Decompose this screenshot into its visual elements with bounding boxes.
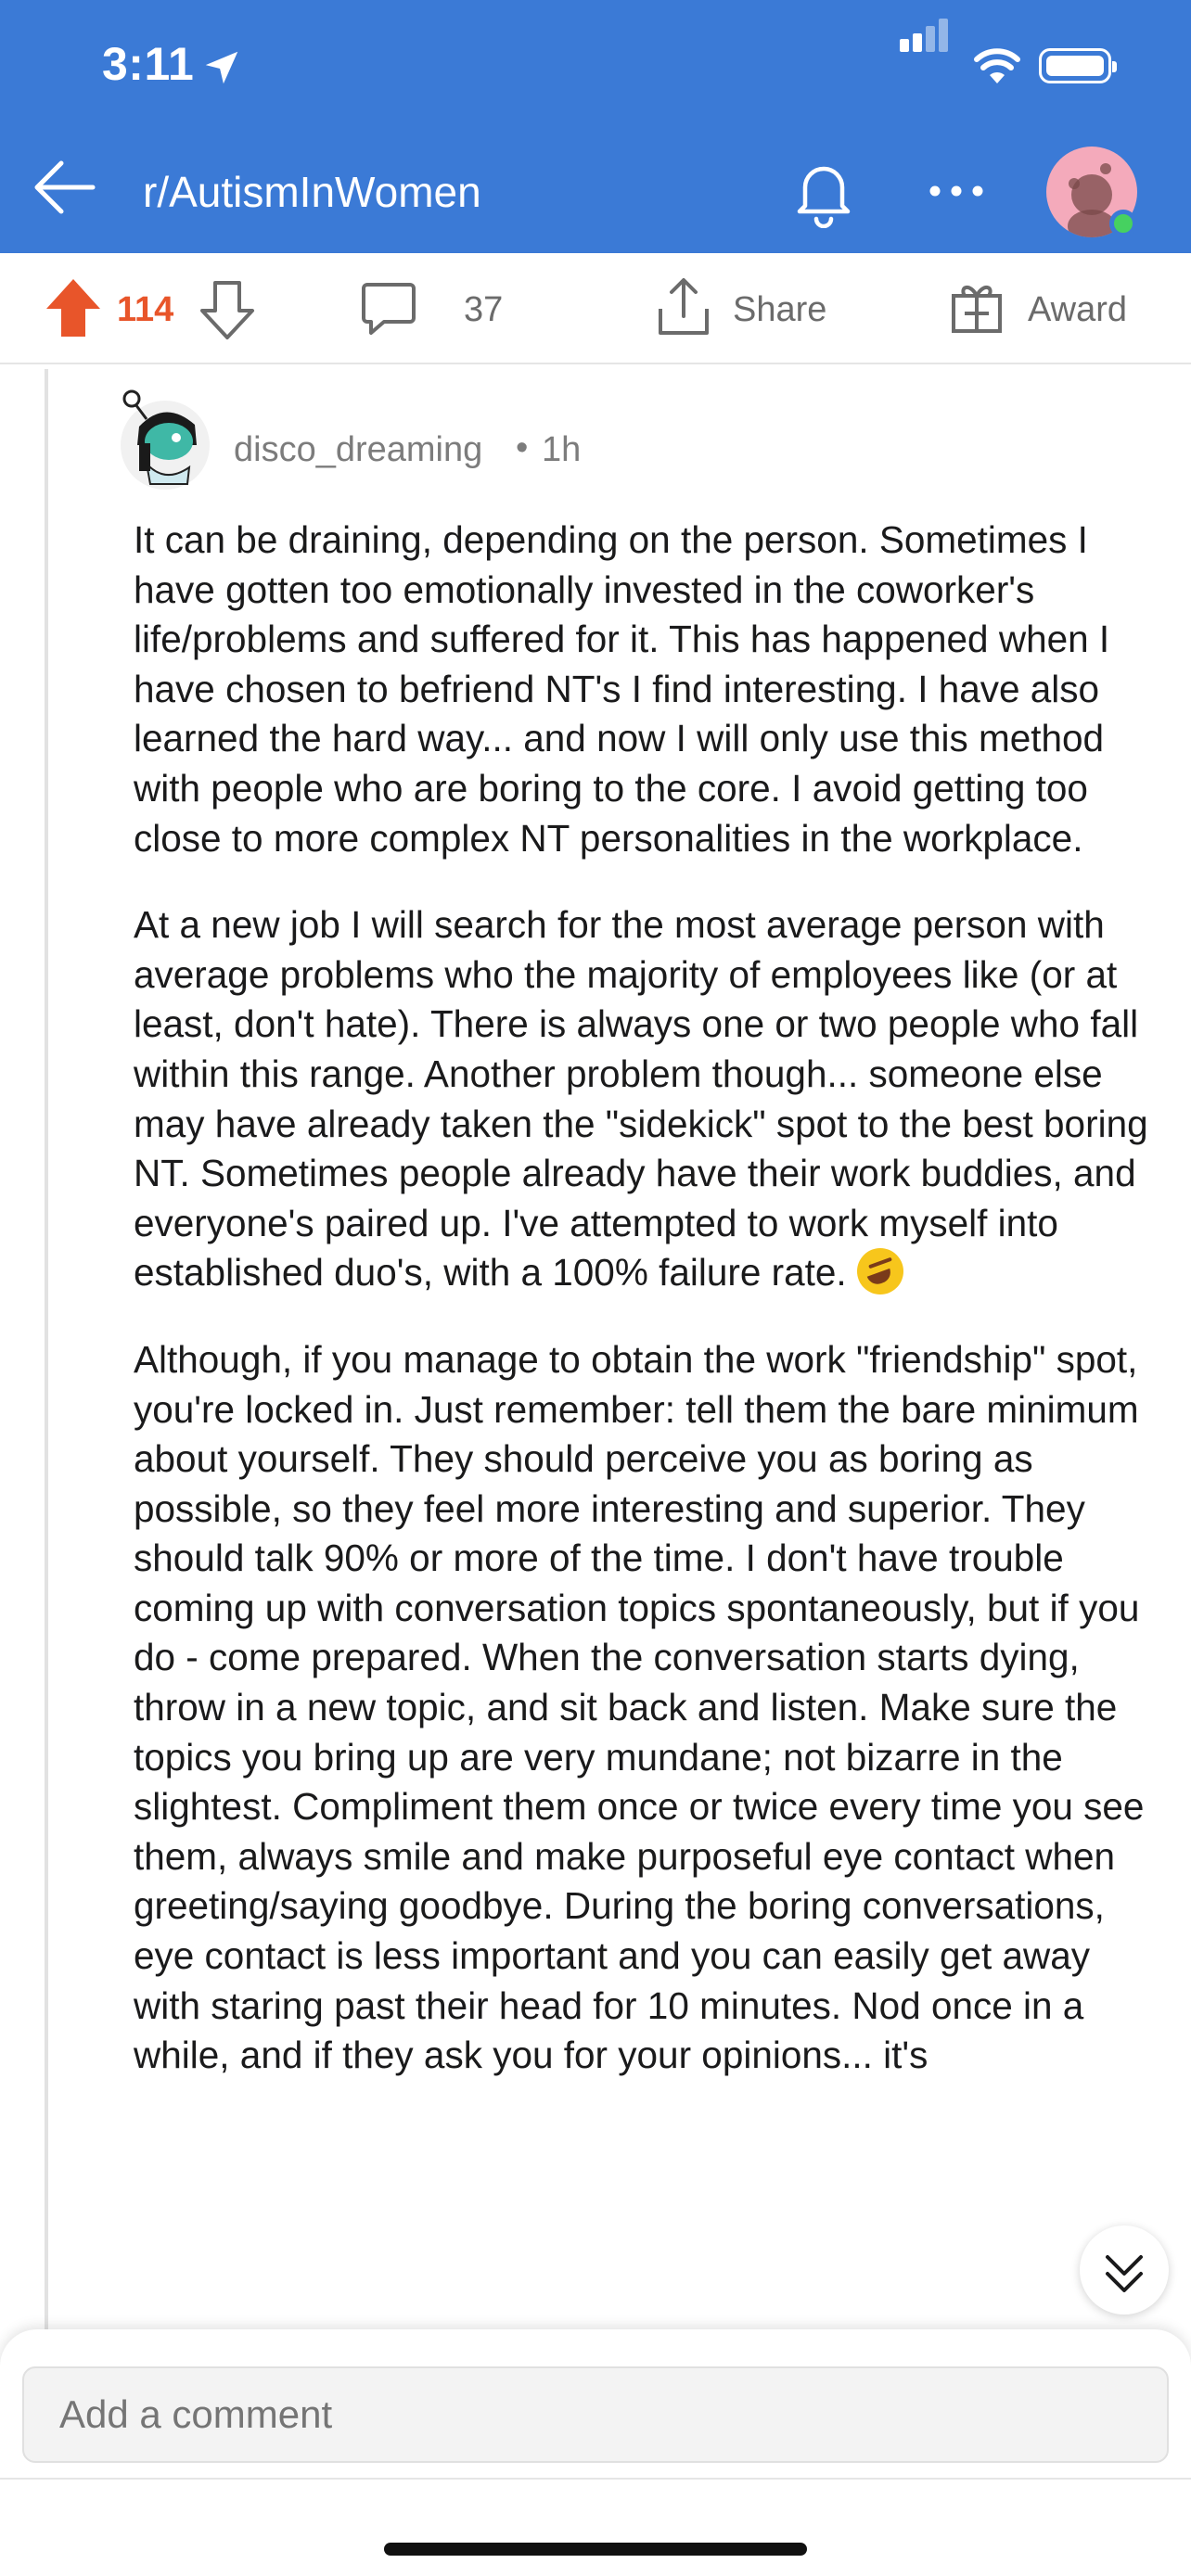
comment-icon[interactable]: [360, 281, 417, 337]
status-time: 3:11: [102, 38, 195, 90]
comment-paragraph: It can be draining, depending on the person. Sometimes I have gotten too emotionally invested in the coworker's life/problems and suffered for it. This has happened when I have chosen to befriend NT's I find interesting. I have also learned the hard way... and now I will only use this method with people who are boring to the core. I avoid getting too close to more complex NT personalities in the workplace.: [134, 518, 1110, 860]
battery-icon: [1039, 48, 1111, 83]
vote-count: 114: [117, 290, 174, 329]
award-button[interactable]: Award: [1028, 290, 1128, 329]
share-icon[interactable]: [655, 275, 712, 337]
comment-username[interactable]: disco_dreaming: [234, 430, 483, 469]
home-indicator[interactable]: [384, 2543, 807, 2556]
next-comment-button[interactable]: [1080, 2225, 1169, 2315]
upvote-icon[interactable]: [45, 277, 102, 338]
location-arrow-icon: [200, 46, 243, 89]
online-status-dot: [1109, 210, 1137, 237]
app-header: [0, 0, 1191, 253]
commenter-avatar-icon[interactable]: [119, 388, 211, 491]
comment-timestamp: 1h: [542, 430, 582, 469]
subreddit-title[interactable]: r/AutismInWomen: [143, 168, 481, 216]
thread-line[interactable]: [45, 369, 48, 2335]
add-comment-input[interactable]: [22, 2366, 1169, 2463]
downvote-icon[interactable]: [198, 279, 256, 340]
comment-paragraph: [134, 900, 1154, 1298]
meta-separator: •: [516, 428, 529, 467]
comment-body: [134, 516, 1154, 2333]
more-icon[interactable]: [924, 169, 989, 213]
post-action-bar: [0, 253, 1191, 364]
chevron-double-down-icon: [1080, 2225, 1169, 2315]
divider: [0, 2478, 1191, 2480]
comment-paragraph-text: At a new job I will search for the most average person with average problems who the majority of employees like (or at least, don't hate). There is always one or two people who fall within this range. Another problem though... someone else may have already taken the "sidekick" spot to the best boring NT. Sometimes people already have their work buddies, and everyone's paired up. I've attempted to work myself into established duo's, with a 100% failure rate.: [134, 903, 1148, 1294]
award-icon[interactable]: [950, 279, 1004, 335]
comment-composer: [0, 2329, 1191, 2576]
back-arrow-icon[interactable]: [28, 150, 102, 224]
wifi-icon: [974, 48, 1020, 85]
share-button[interactable]: Share: [733, 290, 827, 329]
comment-count: 37: [464, 290, 504, 329]
laughing-emoji-icon: [857, 1248, 903, 1294]
bell-icon[interactable]: [788, 154, 859, 228]
comment-paragraph: Although, if you manage to obtain the work "friendship" spot, you're locked in. Just remember: tell them the bare minimum about yourself. They should perceive you as boring as possible, so they feel more interesting and superior. They should talk 90% or more of the time. I don't have trouble coming up with conversation topics spontaneously, but if you do - come prepared. When the conversation starts dying, throw in a new topic, and sit back and listen. Make sure the topics you bring up are very mundane; not bizarre in the slightest. Compliment them once or twice every time you see them, always smile and make purposeful eye contact when greeting/saying goodbye. During the boring conversations, eye contact is less important and you can easily get away with staring past their head for 10 minutes. Nod once in a while, and if they ask you for your opinions... it's: [134, 1337, 1145, 2077]
